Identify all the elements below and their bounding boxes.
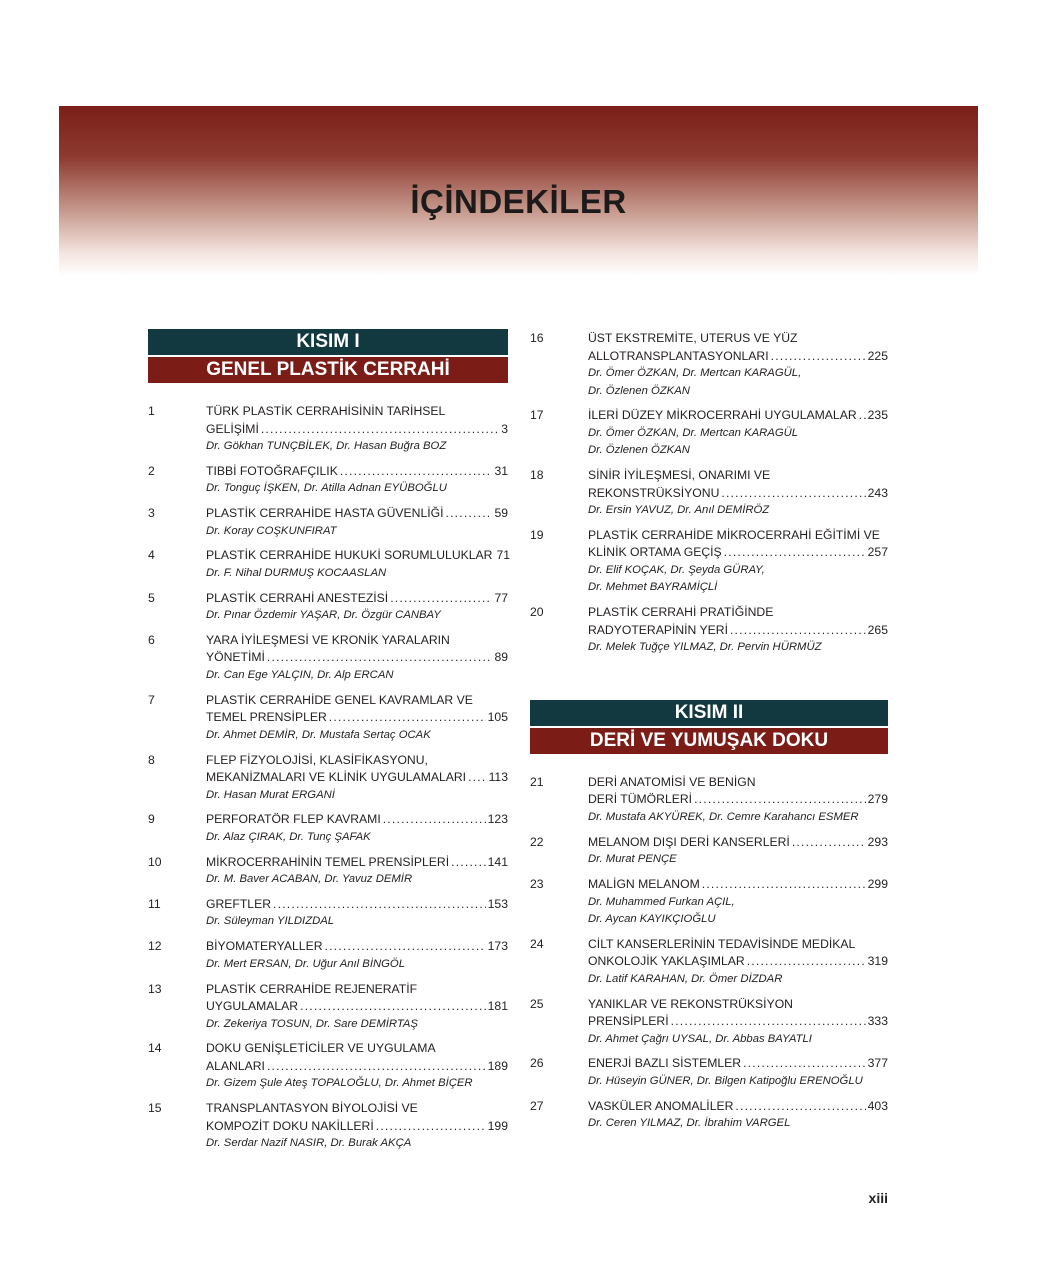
chapter-number: 12: [148, 939, 162, 954]
chapter-title-line: [588, 407, 888, 425]
chapter-page-number: 71: [496, 548, 511, 563]
chapter-authors: Dr. Koray COŞKUNFIRAT: [206, 524, 337, 537]
chapter-authors: Dr. Özlenen ÖZKAN: [588, 384, 690, 397]
chapter-authors: Dr. Latif KARAHAN, Dr. Ömer DİZDAR: [588, 972, 783, 985]
chapter-title-line: [206, 896, 508, 914]
chapter-title: KOMPOZİT DOKU NAKİLLERİ: [206, 1118, 374, 1133]
page-title: İÇİNDEKİLER: [410, 183, 627, 220]
leader-dots: [735, 1098, 865, 1116]
chapter-title: REKONSTRÜKSİYONU: [588, 485, 720, 500]
leader-dots: [300, 998, 486, 1016]
chapter-title-line: [206, 590, 508, 608]
leader-dots: [273, 896, 486, 914]
chapter-title: İLERİ DÜZEY MİKROCERRAHİ UYGULAMALAR: [588, 408, 857, 423]
chapter-number: 13: [148, 981, 162, 996]
chapter-entry[interactable]: [148, 981, 508, 1034]
chapter-title: TIBBİ FOTOĞRAFÇILIK: [206, 463, 338, 478]
chapter-number: 14: [148, 1041, 162, 1056]
chapter-page-number: 319: [867, 954, 888, 969]
chapter-title: YARA İYİLEŞMESİ VE KRONİK YARALARIN: [206, 632, 450, 647]
chapter-entry[interactable]: [148, 590, 508, 625]
title-banner: [59, 106, 978, 276]
chapter-title: SİNİR İYİLEŞMESİ, ONARIMI VE: [588, 468, 771, 483]
part-header: [148, 329, 508, 383]
chapter-authors: Dr. Mehmet BAYRAMİÇLİ: [588, 581, 718, 594]
chapter-page-number: 181: [487, 999, 508, 1014]
leader-dots: [702, 876, 866, 894]
chapter-page-number: 199: [487, 1118, 508, 1133]
chapter-authors: Dr. Ceren YILMAZ, Dr. İbrahim VARGEL: [588, 1117, 791, 1130]
chapter-entry[interactable]: [148, 1100, 508, 1153]
chapter-title: ALANLARI: [206, 1058, 265, 1073]
leader-dots: [261, 421, 499, 439]
chapter-title: PLASTİK CERRAHİDE HASTA GÜVENLİĞİ: [206, 506, 444, 521]
chapter-title: DOKU GENİŞLETİCİLER VE UYGULAMA: [206, 1041, 436, 1056]
chapter-title: VASKÜLER ANOMALİLER: [588, 1098, 734, 1113]
chapter-page-number: 377: [867, 1056, 888, 1071]
chapter-entry[interactable]: [530, 467, 888, 520]
chapter-entry[interactable]: [530, 774, 888, 827]
chapter-entry[interactable]: [148, 854, 508, 889]
chapter-entry[interactable]: [530, 834, 888, 869]
chapter-title-line: [588, 953, 888, 971]
part-name-bar: DERİ VE YUMUŞAK DOKU: [530, 728, 888, 754]
chapter-authors: Dr. Ahmet Çağrı UYSAL, Dr. Abbas BAYATLI: [588, 1032, 812, 1045]
chapter-title-line: [206, 854, 508, 872]
chapter-number: 24: [530, 936, 544, 951]
chapter-title-line: [588, 1055, 888, 1073]
chapter-page-number: 243: [867, 485, 888, 500]
chapter-authors: Dr. Hasan Murat ERGANİ: [206, 788, 335, 801]
leader-dots: [451, 854, 486, 872]
chapter-entry[interactable]: [148, 547, 511, 582]
chapter-title: UYGULAMALAR: [206, 999, 299, 1014]
chapter-title: TRANSPLANTASYON BİYOLOJİSİ VE: [206, 1101, 418, 1116]
chapter-list: [148, 403, 511, 1153]
chapter-authors: Dr. Muhammed Furkan AÇIL,: [588, 895, 735, 908]
chapter-number: 5: [148, 590, 155, 605]
chapter-entry[interactable]: [530, 996, 888, 1049]
chapter-authors: Dr. Pınar Özdemir YAŞAR, Dr. Özgür CANBAY: [206, 609, 441, 622]
leader-dots: [859, 407, 866, 425]
chapter-number: 3: [148, 506, 155, 521]
chapter-title: PERFORATÖR FLEP KAVRAMI: [206, 812, 381, 827]
chapter-page-number: 333: [867, 1014, 888, 1029]
chapter-authors: Dr. Can Ege YALÇIN, Dr. Alp ERCAN: [206, 668, 394, 681]
chapter-number: 2: [148, 463, 155, 478]
chapter-title: DERİ TÜMÖRLERİ: [588, 792, 693, 807]
chapter-title: KLİNİK ORTAMA GEÇİŞ: [588, 545, 722, 560]
chapter-page-number: 189: [487, 1058, 508, 1073]
chapter-title-line: [206, 649, 508, 667]
chapter-number: 20: [530, 605, 544, 620]
chapter-page-number: 141: [487, 854, 508, 869]
chapter-authors: Dr. M. Baver ACABAN, Dr. Yavuz DEMİR: [206, 873, 413, 886]
leader-dots: [267, 1058, 486, 1076]
leader-dots: [792, 834, 866, 852]
chapter-entry[interactable]: [148, 463, 508, 498]
chapter-number: 18: [530, 468, 544, 483]
chapter-title-line: [588, 834, 888, 852]
chapter-title-line: [206, 769, 508, 787]
leader-dots: [390, 590, 492, 608]
chapter-title: PLASTİK CERRAHİDE MİKROCERRAHİ EĞİTİMİ VE: [588, 527, 880, 542]
left-column: [148, 329, 511, 1160]
leader-dots: [383, 811, 486, 829]
chapter-page-number: 173: [487, 939, 508, 954]
chapter-page-number: 105: [487, 710, 508, 725]
chapter-title: MİKROCERRAHİNİN TEMEL PRENSİPLERİ: [206, 854, 450, 869]
page-number: xiii: [868, 1190, 888, 1206]
chapter-number: 11: [148, 896, 161, 911]
chapter-authors: Dr. Ömer ÖZKAN, Dr. Mertcan KARAGÜL: [588, 426, 799, 439]
chapter-number: 10: [148, 854, 162, 869]
chapter-page-number: 257: [867, 545, 888, 560]
chapter-authors: Dr. Aycan KAYIKÇIOĞLU: [588, 913, 716, 926]
leader-dots: [329, 709, 486, 727]
chapter-authors: Dr. Ömer ÖZKAN, Dr. Mertcan KARAGÜL,: [588, 367, 802, 379]
chapter-title: ÜST EKSTREMİTE, UTERUS VE YÜZ: [588, 331, 798, 345]
chapter-authors: Dr. Mustafa AKYÜREK, Dr. Cemre Karahancı ESMER: [588, 810, 859, 823]
chapter-number: 26: [530, 1056, 544, 1071]
chapter-entry[interactable]: [148, 752, 508, 805]
leader-dots: [747, 953, 866, 971]
chapter-entry[interactable]: [148, 938, 508, 973]
leader-dots: [671, 1013, 866, 1031]
chapter-number: 9: [148, 812, 155, 827]
chapter-authors: Dr. Alaz ÇIRAK, Dr. Tunç ŞAFAK: [206, 830, 371, 843]
chapter-title-line: [206, 1118, 508, 1136]
chapter-authors: Dr. Serdar Nazif NASIR, Dr. Burak AKÇA: [206, 1137, 412, 1150]
chapter-page-number: 3: [501, 421, 508, 436]
leader-dots: [743, 1055, 866, 1073]
chapter-number: 16: [530, 331, 544, 345]
chapter-entry[interactable]: [530, 407, 888, 460]
leader-dots: [340, 463, 493, 481]
chapter-page-number: 113: [488, 770, 508, 785]
chapter-title-line: [588, 1013, 888, 1031]
leader-dots: [267, 649, 493, 667]
chapter-entry[interactable]: [530, 936, 888, 989]
chapter-entry[interactable]: [148, 632, 508, 685]
chapter-page-number: 123: [487, 812, 508, 827]
chapter-authors: Dr. F. Nihal DURMUŞ KOCAASLAN: [206, 566, 387, 579]
chapter-title-line: [206, 998, 508, 1016]
chapter-title-line: [206, 505, 508, 523]
leader-dots: [721, 485, 865, 503]
leader-dots: [376, 1118, 486, 1136]
chapter-authors: Dr. Ahmet DEMİR, Dr. Mustafa Sertaç OCAK: [206, 728, 431, 741]
chapter-entry[interactable]: [530, 604, 888, 657]
chapter-number: 25: [530, 996, 544, 1011]
chapter-entry[interactable]: [148, 1040, 508, 1093]
chapter-number: 23: [530, 877, 544, 892]
chapter-number: 1: [148, 404, 155, 418]
chapter-page-number: 299: [867, 877, 888, 892]
chapter-title: GREFTLER: [206, 896, 272, 911]
chapter-title-line: [206, 547, 511, 565]
right-column: [530, 330, 888, 1140]
chapter-title: ENERJİ BAZLI SİSTEMLER: [588, 1056, 742, 1071]
chapter-number: 27: [530, 1098, 544, 1113]
chapter-number: 7: [148, 692, 155, 707]
chapter-entry[interactable]: [530, 1055, 888, 1090]
chapter-title: RADYOTERAPİNİN YERİ: [588, 622, 728, 637]
chapter-title: CİLT KANSERLERİNİN TEDAVİSİNDE MEDİKAL: [588, 936, 856, 951]
chapter-authors: Dr. Melek Tuğçe YILMAZ, Dr. Pervin HÜRMÜZ: [588, 641, 822, 654]
chapter-entry[interactable]: [530, 876, 888, 929]
chapter-title: ALLOTRANSPLANTASYONLARI: [588, 348, 769, 363]
chapter-title: GELİŞİMİ: [206, 421, 259, 436]
leader-dots: [694, 791, 866, 809]
chapter-title-line: [206, 709, 508, 727]
leader-dots: [446, 505, 493, 523]
chapter-page-number: 31: [494, 463, 508, 478]
chapter-page-number: 293: [867, 834, 888, 849]
chapter-authors: Dr. Gizem Şule Ateş TOPALOĞLU, Dr. Ahmet BİÇER: [206, 1077, 473, 1090]
chapter-number: 15: [148, 1101, 162, 1116]
leader-dots: [724, 544, 866, 562]
chapter-authors: Dr. Özlenen ÖZKAN: [588, 444, 690, 457]
chapter-title-line: [588, 1098, 888, 1116]
chapter-title: PLASTİK CERRAHİDE REJENERATİF: [206, 981, 418, 996]
chapter-title-line: [588, 791, 888, 809]
chapter-title: PRENSİPLERİ: [588, 1014, 669, 1029]
chapter-number: 8: [148, 752, 155, 767]
chapter-title: BİYOMATERYALLER: [206, 939, 323, 954]
chapter-number: 17: [530, 408, 544, 423]
chapter-entry[interactable]: [148, 505, 508, 540]
chapter-title: ONKOLOJİK YAKLAŞIMLAR: [588, 954, 745, 969]
chapter-title: TEMEL PRENSİPLER: [206, 710, 327, 725]
leader-dots: [468, 769, 486, 787]
leader-dots: [771, 348, 866, 366]
chapter-title: MELANOM DIŞI DERİ KANSERLERİ: [588, 834, 790, 849]
chapter-page-number: 153: [487, 896, 508, 911]
chapter-entry[interactable]: [148, 403, 508, 456]
chapter-authors: Dr. Hüseyin GÜNER, Dr. Bilgen Katipoğlu ERENOĞLU: [588, 1074, 863, 1087]
chapter-page-number: 77: [494, 590, 508, 605]
chapter-title: MEKANİZMALARI VE KLİNİK UYGULAMALARI: [206, 770, 467, 785]
chapter-number: 6: [148, 632, 155, 647]
chapter-number: 4: [148, 548, 155, 563]
chapter-title-line: [206, 463, 508, 481]
chapter-title-line: [588, 622, 888, 640]
part-number-bar: KISIM I: [148, 329, 508, 355]
chapter-title: PLASTİK CERRAHİ PRATİĞİNDE: [588, 605, 774, 620]
chapter-authors: Dr. Murat PENÇE: [588, 853, 677, 866]
chapter-title-line: [588, 348, 888, 366]
chapter-page-number: 59: [494, 506, 508, 521]
chapter-entry[interactable]: [148, 692, 508, 745]
chapter-entry[interactable]: [530, 330, 888, 400]
chapter-entry[interactable]: [148, 896, 508, 931]
chapter-page-number: 225: [867, 348, 888, 363]
part-number-bar: KISIM II: [530, 700, 888, 726]
chapter-page-number: 89: [494, 650, 508, 665]
chapter-authors: Dr. Elif KOÇAK, Dr. Şeyda GÜRAY,: [588, 563, 765, 576]
chapter-number: 19: [530, 527, 544, 542]
chapter-authors: Dr. Tonguç İŞKEN, Dr. Atilla Adnan EYÜBOĞLU: [206, 482, 447, 495]
chapter-title-line: [206, 421, 508, 439]
chapter-number: 21: [530, 774, 544, 789]
chapter-title: YÖNETİMİ: [206, 650, 265, 665]
chapter-title-line: [206, 811, 508, 829]
spacer: [530, 664, 888, 700]
chapter-title: PLASTİK CERRAHİDE HUKUKİ SORUMLULUKLAR: [206, 548, 493, 563]
chapter-authors: Dr. Ersin YAVUZ, Dr. Anıl DEMİRÖZ: [588, 504, 770, 517]
chapter-title-line: [206, 938, 508, 956]
chapter-page-number: 265: [867, 622, 888, 637]
part-name-bar: GENEL PLASTİK CERRAHİ: [148, 357, 508, 383]
chapter-title: DERİ ANATOMİSİ VE BENİGN: [588, 774, 756, 789]
chapter-title: MALİGN MELANOM: [588, 877, 700, 892]
chapter-title-line: [588, 544, 888, 562]
chapter-page-number: 403: [867, 1098, 888, 1113]
chapter-title: PLASTİK CERRAHİDE GENEL KAVRAMLAR VE: [206, 692, 473, 707]
chapter-title-line: [588, 876, 888, 894]
leader-dots: [730, 622, 866, 640]
chapter-entry[interactable]: [148, 811, 508, 846]
chapter-title: YANIKLAR VE REKONSTRÜKSİYON: [588, 996, 793, 1011]
chapter-title-line: [588, 485, 888, 503]
leader-dots: [325, 938, 486, 956]
chapter-list: [530, 330, 888, 657]
part-header: [530, 700, 888, 754]
chapter-title: PLASTİK CERRAHİ ANESTEZİSİ: [206, 590, 389, 605]
chapter-authors: Dr. Mert ERSAN, Dr. Uğur Anıl BİNGÖL: [206, 957, 405, 970]
chapter-number: 22: [530, 834, 544, 849]
chapter-title: FLEP FİZYOLOJİSİ, KLASİFİKASYONU,: [206, 752, 428, 767]
chapter-title-line: [206, 1058, 508, 1076]
chapter-entry[interactable]: [530, 1098, 888, 1133]
chapter-page-number: 279: [867, 792, 888, 807]
chapter-entry[interactable]: [530, 527, 888, 597]
chapter-list: [530, 774, 888, 1133]
chapter-authors: Dr. Süleyman YILDIZDAL: [206, 915, 335, 928]
chapter-authors: Dr. Zekeriya TOSUN, Dr. Sare DEMİRTAŞ: [206, 1017, 418, 1030]
chapter-authors: Dr. Gökhan TUNÇBİLEK, Dr. Hasan Buğra BOZ: [206, 440, 447, 452]
chapter-page-number: 235: [867, 408, 888, 423]
chapter-title: TÜRK PLASTİK CERRAHİSİNİN TARİHSEL: [206, 404, 446, 418]
